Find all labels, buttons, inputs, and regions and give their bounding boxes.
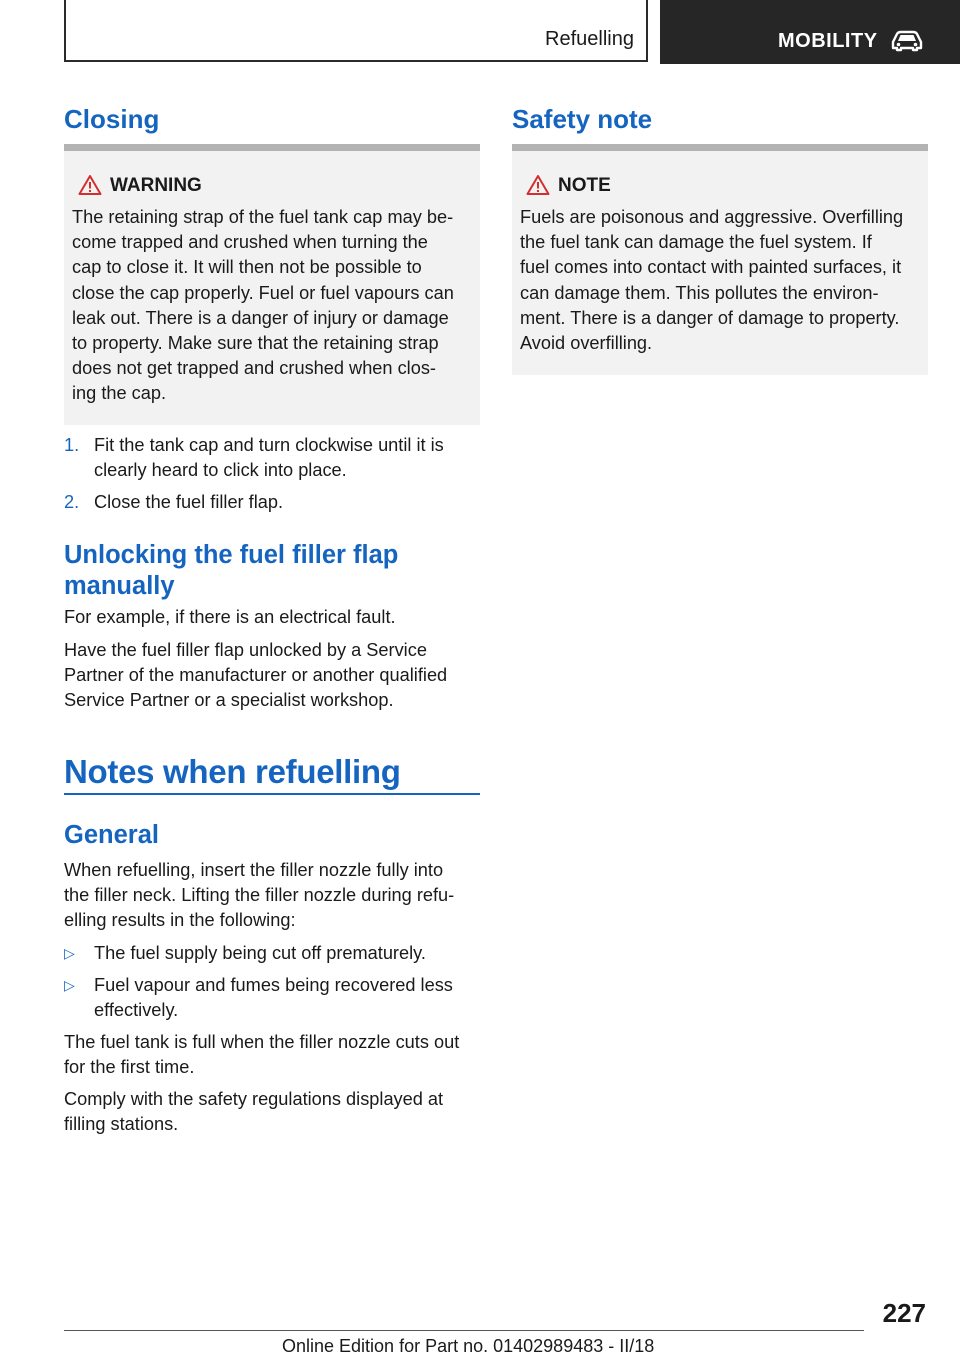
paragraph-line: Service Partner or a specialist workshop. — [64, 690, 394, 711]
step-text — [94, 490, 480, 515]
note-line: fuel comes into contact with painted surfaces, it — [520, 257, 902, 278]
page-number: 227 — [882, 1298, 926, 1328]
paragraph-line: elling results in the following: — [64, 910, 296, 931]
warning-text — [72, 205, 474, 407]
note-line: ment. There is a danger of damage to property. — [520, 307, 900, 328]
closing-heading-bar — [64, 144, 480, 151]
header-chapter-title: MOBILITY — [778, 30, 878, 52]
notes-heading-rule — [64, 793, 480, 795]
warning-triangle-icon — [526, 174, 550, 201]
unlock-heading — [64, 540, 480, 602]
comply-paragraph — [64, 1087, 480, 1137]
header-chapter-box — [660, 0, 960, 64]
warning-label: WARNING — [110, 175, 202, 196]
notes-heading: Notes when refuelling — [64, 753, 401, 790]
full-tank-paragraph — [64, 1030, 480, 1080]
closing-heading: Closing — [64, 104, 160, 134]
paragraph-line: the filler neck. Lifting the filler nozzle during refu- — [64, 885, 455, 906]
step-line: clearly heard to click into place. — [94, 460, 347, 481]
header-section-box — [64, 0, 648, 62]
bullet-text — [94, 941, 480, 966]
step-text — [94, 433, 480, 483]
paragraph-line: Comply with the safety regulations displayed at — [64, 1089, 444, 1109]
note-line: Fuels are poisonous and aggressive. Overfilling — [520, 207, 904, 227]
warning-line: does not get trapped and crushed when clos- — [72, 358, 436, 379]
safety-note-heading: Safety note — [512, 104, 653, 134]
paragraph-line: Have the fuel filler flap unlocked by a Service — [64, 640, 427, 660]
step-number: 1. — [64, 435, 80, 455]
warning-line: ing the cap. — [72, 383, 167, 404]
note-label: NOTE — [558, 175, 611, 196]
step-number: 2. — [64, 492, 80, 512]
unlock-paragraph: For example, if there is an electrical fault. — [64, 607, 396, 627]
unlock-paragraph — [64, 638, 480, 714]
footer-edition: Online Edition for Part no. 01402989483 - II/18 — [282, 1336, 655, 1356]
note-box — [512, 151, 928, 375]
paragraph-line: Partner of the manufacturer or another qualified — [64, 665, 448, 686]
bullet-triangle-icon: ▷ — [64, 977, 75, 993]
paragraph-line: The fuel tank is full when the filler nozzle cuts out — [64, 1032, 460, 1052]
paragraph-line: When refuelling, insert the filler nozzle fully into — [64, 860, 444, 880]
warning-line: to property. Make sure that the retaining strap — [72, 333, 439, 354]
warning-line: leak out. There is a danger of injury or damage — [72, 307, 449, 328]
step-line: Close the fuel filler flap. — [94, 492, 284, 512]
paragraph-line: for the first time. — [64, 1057, 195, 1078]
warning-box — [64, 151, 480, 425]
safety-note-heading-bar — [512, 144, 928, 151]
warning-line: cap to close it. It will then not be possible to — [72, 257, 422, 278]
warning-triangle-icon — [78, 174, 102, 201]
general-paragraph — [64, 858, 480, 934]
footer-rule — [64, 1330, 864, 1331]
header-section-title: Refuelling — [545, 28, 634, 50]
note-text — [520, 205, 922, 356]
paragraph-line: filling stations. — [64, 1114, 179, 1135]
bullet-line: effectively. — [94, 1000, 179, 1021]
warning-line: The retaining strap of the fuel tank cap may be- — [72, 207, 454, 227]
step-line: Fit the tank cap and turn clockwise until it is — [94, 435, 444, 455]
note-line: the fuel tank can damage the fuel system. If — [520, 232, 872, 253]
bullet-line: Fuel vapour and fumes being recovered less — [94, 975, 453, 995]
warning-line: close the cap properly. Fuel or fuel vapours can — [72, 282, 454, 303]
bullet-triangle-icon: ▷ — [64, 945, 75, 961]
warning-line: come trapped and crushed when turning the — [72, 232, 428, 253]
note-line: can damage them. This pollutes the environ- — [520, 282, 879, 303]
unlock-heading-line: manually — [64, 572, 175, 600]
car-icon — [890, 30, 924, 57]
unlock-heading-line: Unlocking the fuel filler flap — [64, 541, 399, 569]
bullet-text — [94, 973, 480, 1023]
note-line: Avoid overfilling. — [520, 333, 653, 354]
general-heading: General — [64, 821, 159, 849]
bullet-line: The fuel supply being cut off prematurely. — [94, 943, 426, 963]
